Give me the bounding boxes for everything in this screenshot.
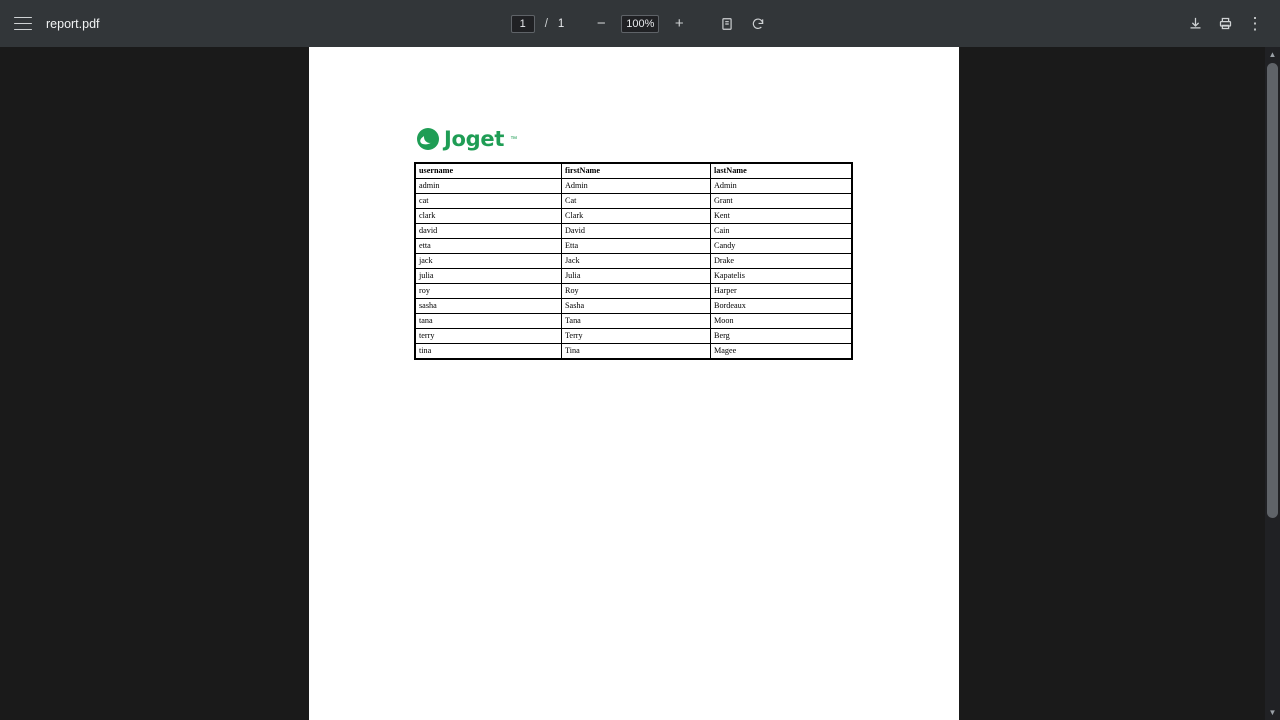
report-table [415, 163, 852, 359]
table-row [416, 239, 852, 254]
pdf-page [309, 47, 959, 720]
download-icon[interactable] [1184, 13, 1206, 35]
table-cell: terry [416, 329, 562, 344]
table-row [416, 269, 852, 284]
hamburger-menu-icon[interactable] [14, 17, 32, 31]
print-icon[interactable] [1214, 13, 1236, 35]
scrollbar-thumb[interactable] [1267, 63, 1278, 518]
table-cell: Tina [562, 344, 711, 359]
table-cell: Kapatelis [711, 269, 852, 284]
table-row [416, 284, 852, 299]
table-row [416, 299, 852, 314]
column-header-lastname: lastName [711, 164, 852, 179]
table-cell: clark [416, 209, 562, 224]
table-cell: tina [416, 344, 562, 359]
menu-bar-1 [14, 17, 32, 19]
table-row [416, 209, 852, 224]
joget-logo-mark-icon [417, 128, 439, 150]
vertical-scrollbar[interactable] [1265, 47, 1280, 720]
table-cell: etta [416, 239, 562, 254]
table-cell: Sasha [562, 299, 711, 314]
toolbar-right-group [950, 13, 1280, 35]
more-vertical-icon[interactable]: ⋮ [1246, 14, 1264, 33]
table-cell: Berg [711, 329, 852, 344]
table-header-row [416, 164, 852, 179]
table-row [416, 179, 852, 194]
table-cell: jack [416, 254, 562, 269]
table-cell: David [562, 224, 711, 239]
zoom-level-input[interactable]: 100% [621, 15, 659, 33]
table-cell: Magee [711, 344, 852, 359]
table-row [416, 314, 852, 329]
table-cell: Julia [562, 269, 711, 284]
table-row [416, 329, 852, 344]
table-cell: Terry [562, 329, 711, 344]
table-cell: Etta [562, 239, 711, 254]
table-cell: Cain [711, 224, 852, 239]
column-header-username: username [416, 164, 562, 179]
table-cell: Jack [562, 254, 711, 269]
document-title: report.pdf [46, 16, 100, 31]
table-cell: Bordeaux [711, 299, 852, 314]
table-cell: Cat [562, 194, 711, 209]
menu-bar-2 [14, 23, 32, 25]
scroll-down-arrow[interactable]: ▼ [1268, 708, 1277, 717]
table-cell: Admin [562, 179, 711, 194]
pdf-viewer-toolbar [0, 0, 1280, 47]
table-body [416, 179, 852, 359]
table-cell: Grant [711, 194, 852, 209]
toolbar-center-group [330, 13, 950, 35]
table-cell: admin [416, 179, 562, 194]
table-cell: Clark [562, 209, 711, 224]
table-cell: roy [416, 284, 562, 299]
table-cell: Kent [711, 209, 852, 224]
page-separator: / [544, 17, 548, 30]
table-cell: david [416, 224, 562, 239]
zoom-out-button[interactable]: − [596, 15, 606, 32]
scroll-up-arrow[interactable]: ▲ [1268, 50, 1277, 59]
table-cell: Moon [711, 314, 852, 329]
fit-to-page-icon[interactable] [716, 13, 738, 35]
trademark-symbol: ™ [510, 135, 518, 143]
table-header [416, 164, 852, 179]
table-row [416, 224, 852, 239]
table-cell: Candy [711, 239, 852, 254]
table-cell: cat [416, 194, 562, 209]
table-row [416, 194, 852, 209]
table-row [416, 254, 852, 269]
table-cell: Harper [711, 284, 852, 299]
page-total: 1 [557, 17, 565, 30]
table-cell: Admin [711, 179, 852, 194]
table-row [416, 344, 852, 359]
rotate-clockwise-icon[interactable] [747, 13, 769, 35]
joget-logo [417, 127, 517, 151]
table-cell: sasha [416, 299, 562, 314]
menu-bar-3 [14, 29, 32, 31]
table-cell: Tana [562, 314, 711, 329]
column-header-firstname: firstName [562, 164, 711, 179]
toolbar-left-group [0, 17, 330, 31]
table-cell: Drake [711, 254, 852, 269]
page-number-input[interactable]: 1 [511, 15, 535, 33]
table-cell: julia [416, 269, 562, 284]
pdf-viewer-area [0, 47, 1280, 720]
joget-logo-text: Joget [444, 127, 505, 151]
zoom-in-button[interactable]: + [674, 15, 684, 32]
table-cell: tana [416, 314, 562, 329]
table-cell: Roy [562, 284, 711, 299]
